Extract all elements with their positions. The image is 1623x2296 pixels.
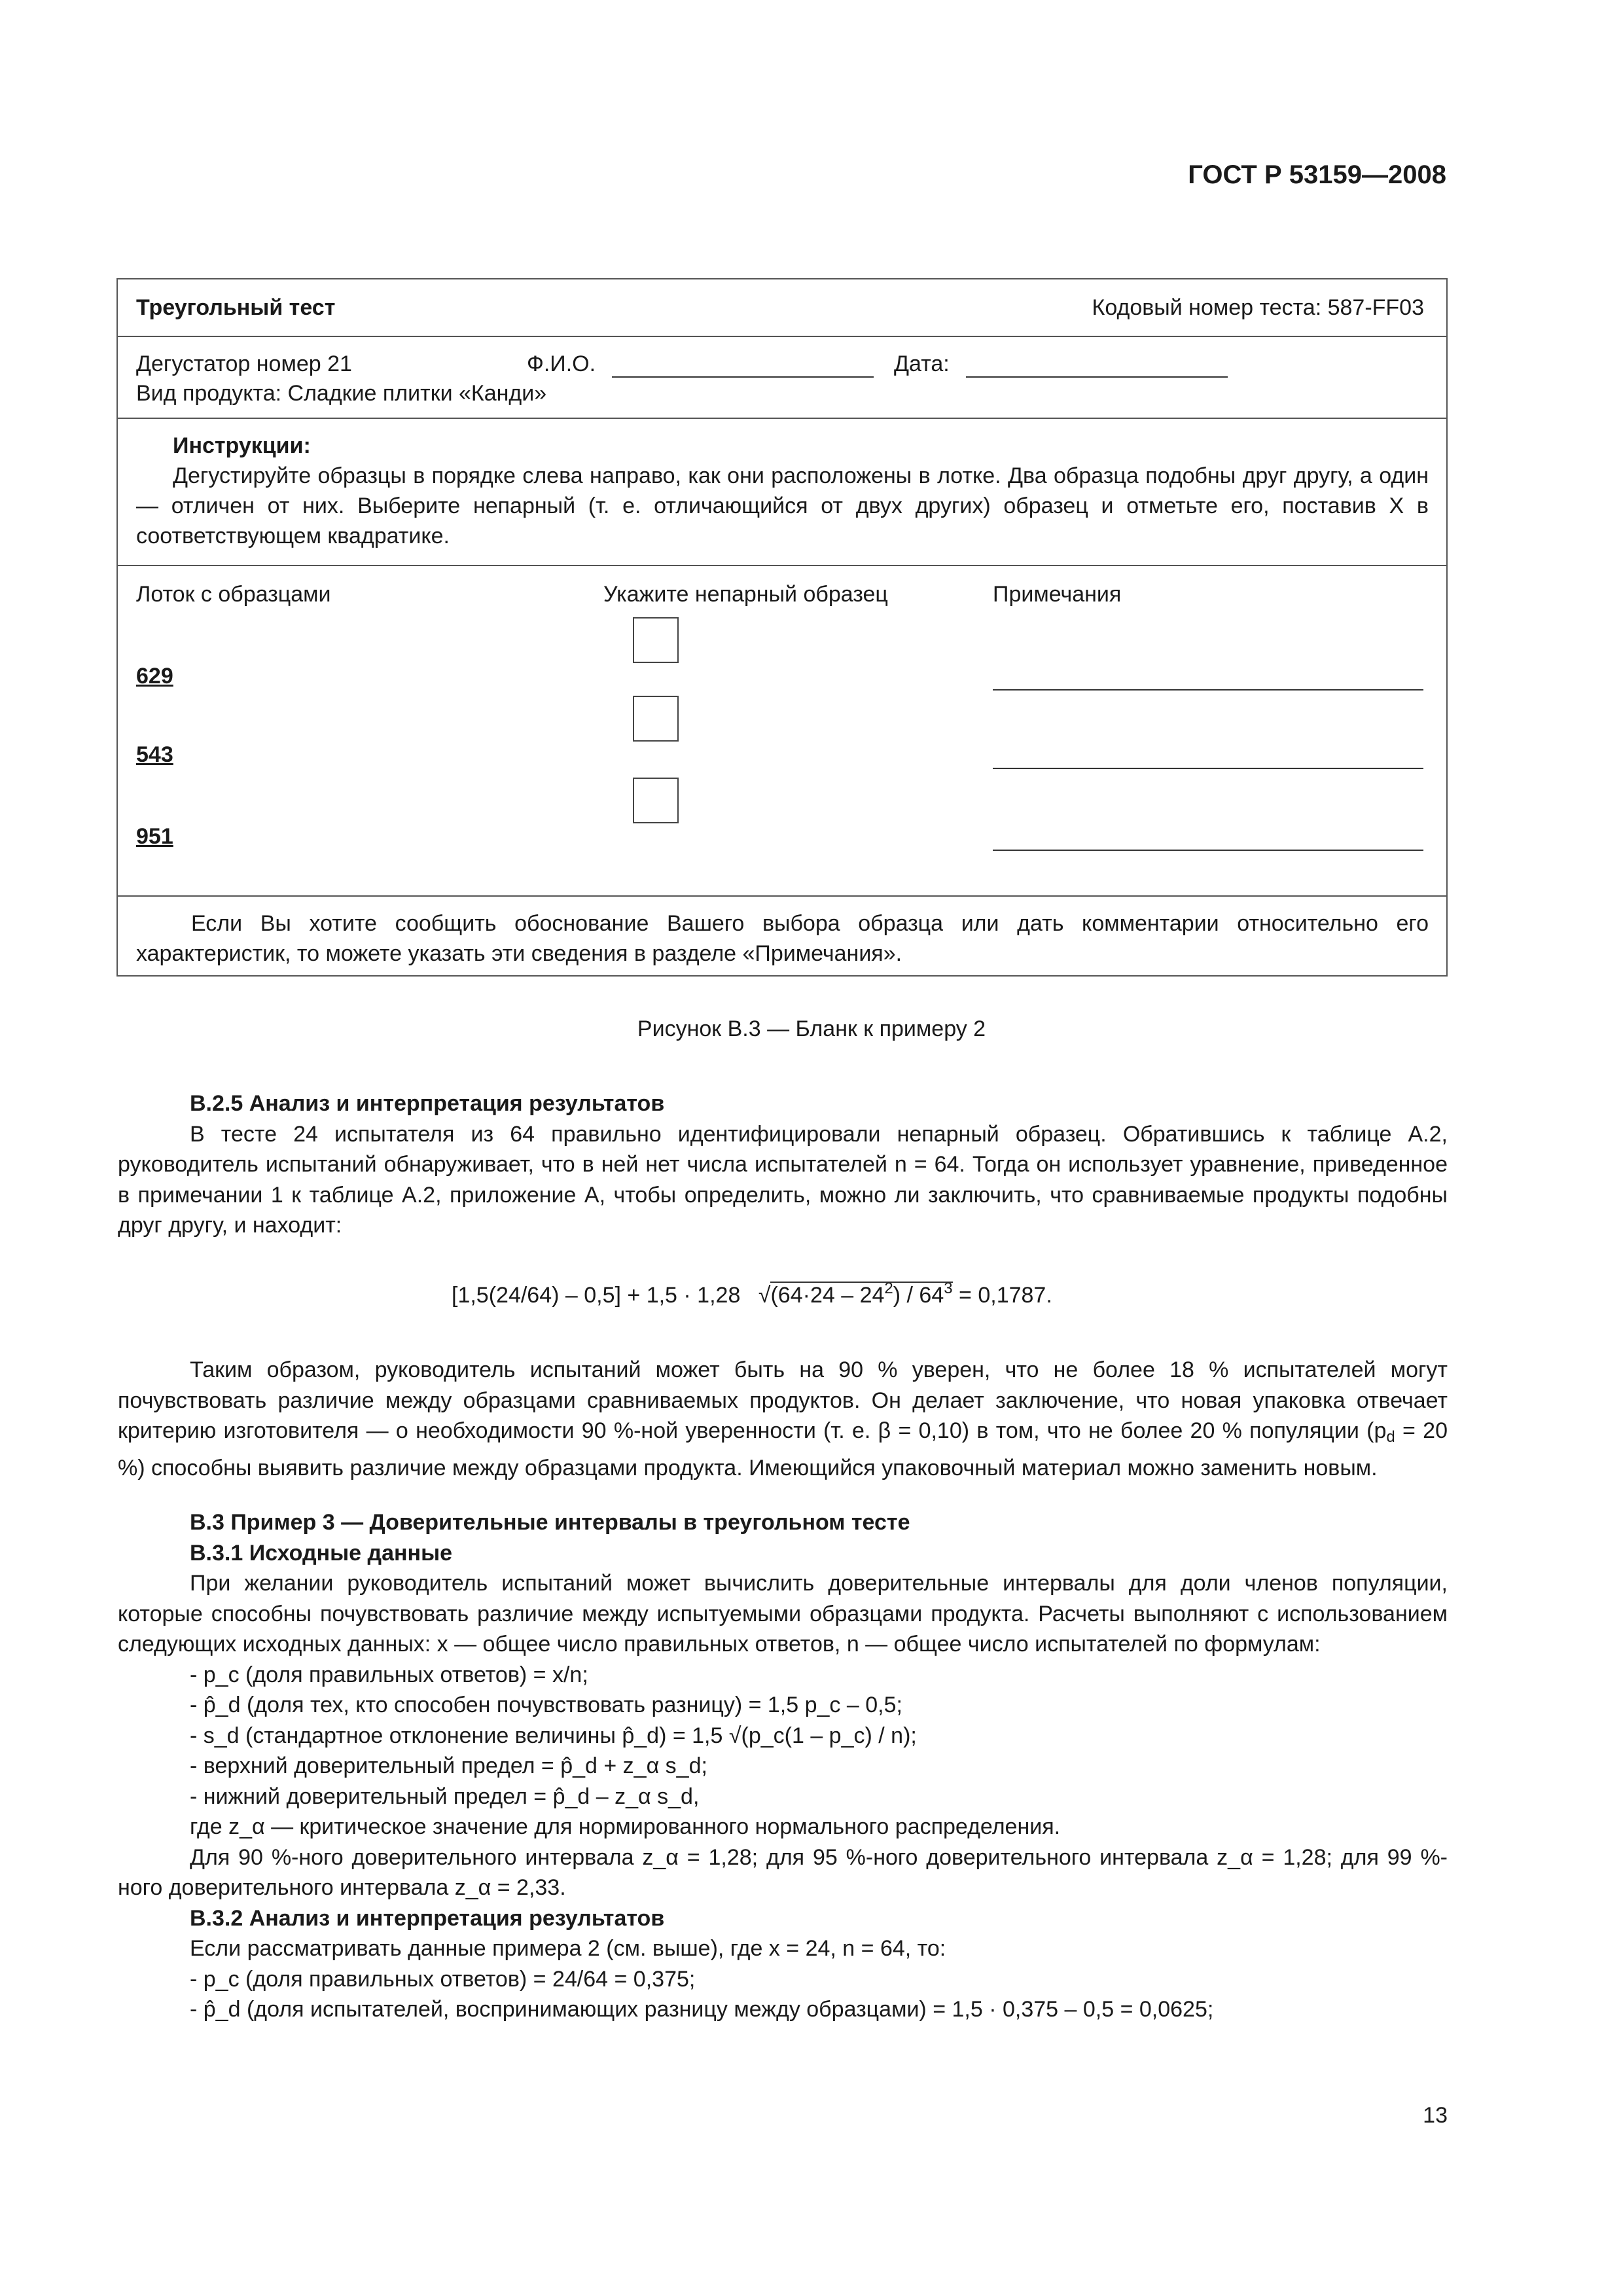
list-item: - p_c (доля правильных ответов) = 24/64 = 0,375; (190, 1966, 696, 1992)
sample-code: 543 (136, 742, 173, 767)
notes-line[interactable] (993, 689, 1423, 691)
instructions-row (118, 419, 1446, 566)
instructions-text: Дегустируйте образцы в порядке слева направо, как они расположены в лотке. Два образца подобны друг другу, а один — отличен от них. Выберите непарный (т. е. отличающийся от двух других) образец и отметьте его, поставив X в соответствующем квадратике. (136, 463, 1429, 548)
figure-caption: Рисунок В.3 — Бланк к примеру 2 (637, 1016, 986, 1041)
sample-checkbox[interactable] (633, 696, 679, 742)
form-footer-row (118, 897, 1446, 978)
sample-checkbox[interactable] (633, 617, 679, 663)
date-label: Дата: (894, 351, 950, 376)
notes-line[interactable] (993, 850, 1423, 851)
paragraph: Для 90 %-ного доверительного интервала z_α = 1,28; для 95 %-ного доверительного интервала z_α = 1,28; для 99 %-ного доверительного интервала z_α = 2,33. (118, 1844, 1448, 1900)
subsection-heading: В.3.1 Исходные данные (190, 1540, 453, 1566)
z-note: где z_α — критическое значение для нормированного нормального распределения. (190, 1814, 1061, 1839)
product-type: Вид продукта: Сладкие плитки «Канди» (136, 381, 547, 406)
triangle-test-form (116, 278, 1448, 977)
taster-info-row (118, 337, 1446, 419)
paragraph: Таким образом, руководитель испытаний может быть на 90 % уверен, что не более 18 % испытателей могут почувствовать различие между образцами сравниваемых продуктов. Он делает заключение, что новая упаковка отвечает критерию изготовителя — о необходимости 90 %-ной уверенности (т. е. β = 0,10) в том, что не более 20 % популяции ($p_d = 20$ %) способны выявить различие между образцами продукта. Имеющийся упаковочный материал можно заменить новым. (118, 1357, 1448, 1480)
col-notes-header: Примечания (993, 582, 1122, 607)
radicand: $(64\cdot 24 - 24^2) / 64^3$ (770, 1280, 953, 1308)
section-heading: В.3 Пример 3 — Доверительные интервалы в треугольном тесте (190, 1510, 910, 1535)
form-title-row (118, 279, 1446, 337)
section-b25 (118, 1088, 1448, 1241)
instructions-title: Инструкции: (173, 433, 311, 458)
formula: [1,5(24/64) – 0,5] + 1,5 · 1,28 $√(64\cdot 24 - 24^2) / 64^3 = 0,1787$. (452, 1280, 1052, 1308)
form-title: Треугольный тест (136, 295, 336, 320)
list-item: - верхний доверительный предел = p̂_d + z_α s_d; (190, 1753, 707, 1778)
list-item: - p̂_d (доля испытателей, воспринимающих разницу между образцами) = 1,5 · 0,375 – 0,5 = 0,0625; (190, 1997, 1214, 2022)
subsection-heading: В.3.2 Анализ и интерпретация результатов (190, 1905, 665, 1931)
document-code: ГОСТ Р 53159—2008 (1188, 160, 1446, 189)
fio-label: Ф.И.О. (527, 351, 596, 376)
paragraph: При желании руководитель испытаний может вычислить доверительные интервалы для доли членов популяции, которые способны почувствовать различие между испытуемыми образцами продукта. Расчеты выполняют с использованием следующих исходных данных: x — общее число правильных ответов, n — общее число испытателей по формулам: (118, 1571, 1448, 1657)
notes-line[interactable] (993, 768, 1423, 769)
samples-row (118, 566, 1446, 897)
list-item: - s_d (стандартное отклонение величины p̂_d) = 1,5 √(p_c(1 – p_c) / n); (190, 1723, 917, 1748)
list-item: - p̂_d (доля тех, кто способен почувствовать разницу) = 1,5 p_c – 0,5; (190, 1693, 902, 1717)
col-tray-header: Лоток с образцами (136, 582, 331, 607)
taster-number: Дегустатор номер 21 (136, 351, 352, 376)
date-field[interactable] (966, 376, 1228, 378)
paragraph: Если рассматривать данные примера 2 (см. выше), где x = 24, n = 64, то: (190, 1936, 946, 1961)
sample-checkbox[interactable] (633, 778, 679, 823)
section-heading: В.2.5 Анализ и интерпретация результатов (190, 1091, 665, 1116)
fio-field[interactable] (612, 376, 874, 378)
col-odd-header: Укажите непарный образец (603, 582, 888, 607)
section-b3 (118, 1507, 1448, 2025)
sqrt-sign: √ (758, 1283, 771, 1308)
list-item: - нижний доверительный предел = p̂_d – z_α s_d, (190, 1784, 700, 1809)
paragraph: В тесте 24 испытателя из 64 правильно идентифицировали непарный образец. Обратившись к таблице А.2, руководитель испытаний обнаруживает, что в ней нет числа испытателей n = 64. Тогда он использует уравнение, приведенное в примечании 1 к таблице А.2, приложение А, чтобы определить, можно ли заключить, что сравниваемые продукты подобны друг другу, и находит: (118, 1121, 1448, 1238)
test-code: Кодовый номер теста: 587-FF03 (1092, 295, 1424, 320)
sample-code: 951 (136, 824, 173, 849)
page-number: 13 (1423, 2103, 1448, 2128)
form-footer-text: Если Вы хотите сообщить обоснование Вашего выбора образца или дать комментарии относительно его характеристик, то можете указать эти сведения в разделе «Примечания». (136, 911, 1429, 966)
list-item: - p_c (доля правильных ответов) = x/n; (190, 1662, 588, 1687)
sample-code: 629 (136, 664, 173, 689)
